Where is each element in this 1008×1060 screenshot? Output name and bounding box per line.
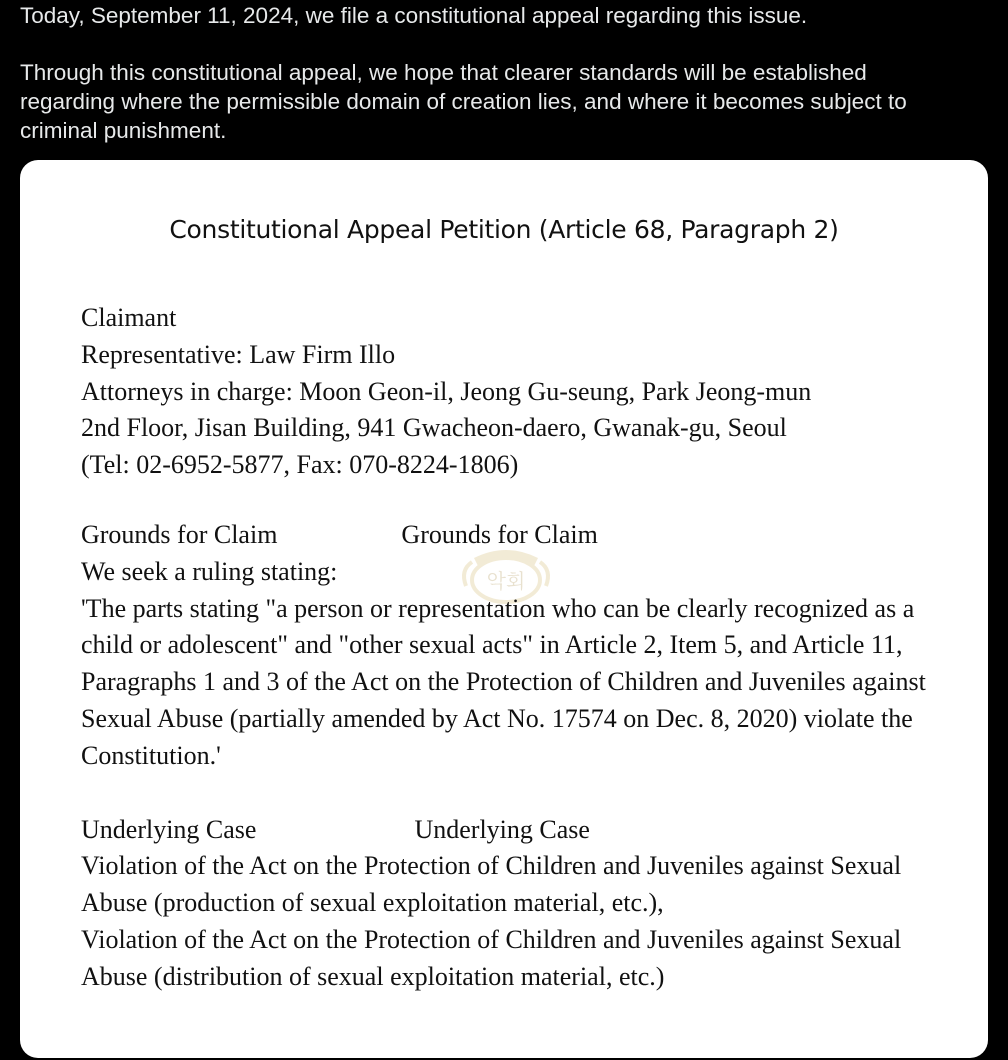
seal-text: 악회 — [486, 569, 526, 593]
claimant-contact: (Tel: 02-6952-5877, Fax: 070-8224-1806) — [81, 450, 519, 480]
grounds-text-line: Sexual Abuse (partially amended by Act No. 17574 on Dec. 8, 2020) violate the — [81, 703, 913, 733]
underlying-case-line: Abuse (distribution of sexual exploitation material, etc.) — [81, 961, 665, 991]
post-paragraph-2-line: regarding where the permissible domain of creation lies, and where it becomes subject to — [20, 89, 907, 114]
grounds-intro: We seek a ruling stating: — [81, 556, 338, 586]
grounds-heading-row — [81, 517, 951, 554]
post-paragraph-1: Today, September 11, 2024, we file a constitutional appeal regarding this issue. — [20, 3, 808, 28]
claimant-representative: Representative: Law Firm Illo — [81, 339, 396, 369]
claimant-address: 2nd Floor, Jisan Building, 941 Gwacheon-daero, Gwanak-gu, Seoul — [81, 413, 787, 443]
underlying-case-heading: Underlying Case — [81, 814, 257, 844]
grounds-heading: Grounds for Claim — [81, 519, 278, 549]
underlying-case-line: Violation of the Act on the Protection of Children and Juveniles against Sexual — [81, 924, 902, 954]
underlying-case-line: Abuse (production of sexual exploitation material, etc.), — [81, 888, 664, 918]
underlying-case-heading-repeat: Underlying Case — [414, 814, 590, 844]
grounds-text-line: 'The parts stating "a person or representation who can be clearly recognized as a — [81, 593, 915, 623]
post-paragraph-2-line: criminal punishment. — [20, 118, 227, 143]
document-body — [81, 300, 951, 996]
grounds-text-line: Paragraphs 1 and 3 of the Act on the Protection of Children and Juveniles against — [81, 667, 926, 697]
grounds-text-line: child or adolescent" and "other sexual acts" in Article 2, Item 5, and Article 11, — [81, 630, 903, 660]
underlying-case-line: Violation of the Act on the Protection of Children and Juveniles against Sexual — [81, 851, 902, 881]
grounds-text-line: Constitution.' — [81, 740, 221, 770]
claimant-attorneys: Attorneys in charge: Moon Geon-il, Jeong Gu-seung, Park Jeong-mun — [81, 376, 812, 406]
underlying-case-heading-row — [81, 812, 951, 849]
post-paragraph-2 — [20, 58, 995, 145]
post-text — [20, 0, 995, 145]
attached-document-image[interactable] — [20, 160, 988, 1058]
grounds-heading-repeat: Grounds for Claim — [401, 519, 598, 549]
post-paragraph-2-line: Through this constitutional appeal, we hope that clearer standards will be established — [20, 60, 867, 85]
document-title: Constitutional Appeal Petition (Article 68, Paragraph 2) — [169, 215, 839, 244]
claimant-heading: Claimant — [81, 303, 177, 332]
